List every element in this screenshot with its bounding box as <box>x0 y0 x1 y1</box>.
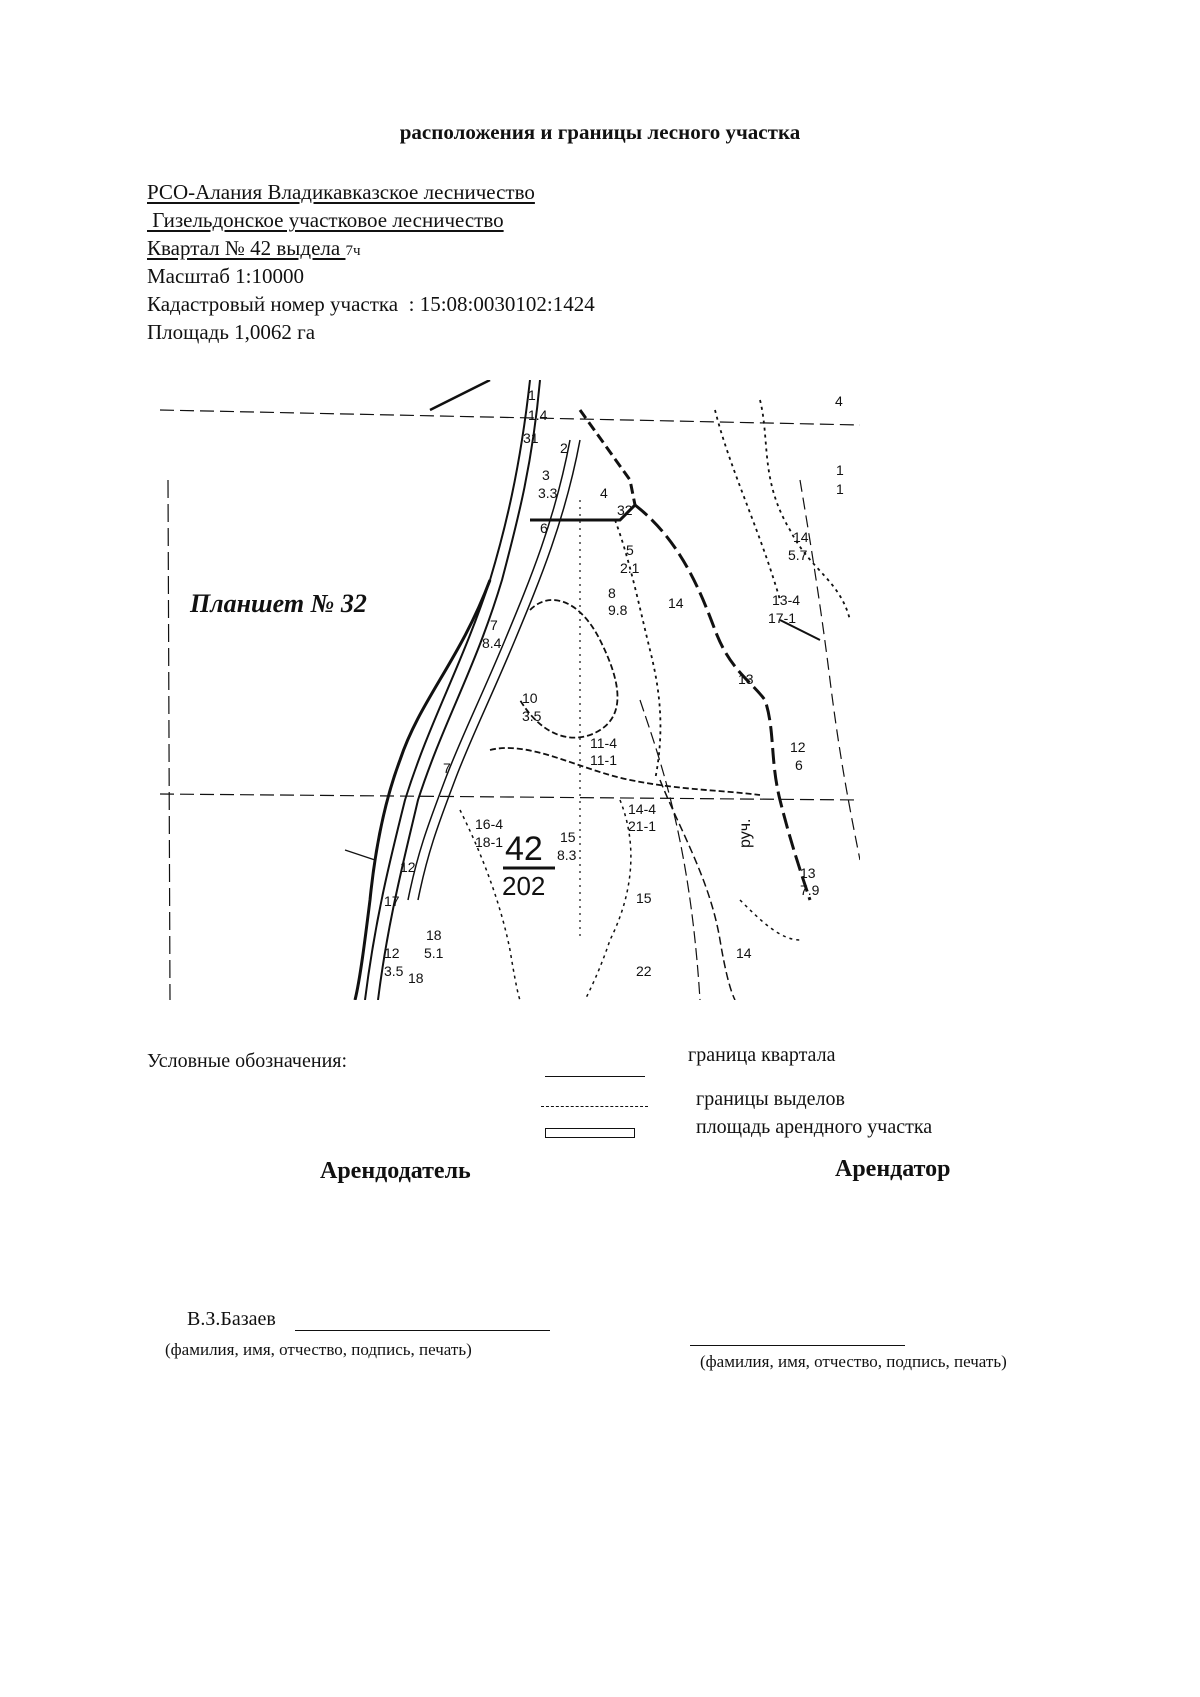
vydel-boundary-12 <box>800 480 860 860</box>
map-label: 1 <box>528 387 536 403</box>
map-label: 1 <box>836 481 844 497</box>
quarter-area: 202 <box>502 871 546 901</box>
document-title: расположения и границы лесного участка <box>399 120 801 144</box>
map-label: 5.7 <box>788 547 808 563</box>
map-label: 31 <box>523 430 539 446</box>
map-label: 12 <box>790 739 806 755</box>
map-label: 17 <box>384 893 400 909</box>
legend-heading: Условные обозначения: <box>147 1050 348 1072</box>
map-label: 7.9 <box>800 882 820 898</box>
map-label: 21-1 <box>628 818 657 834</box>
legend-item-rental-area: площадь арендного участка <box>696 1116 933 1138</box>
legend-item-vydel-boundaries: границы выделов <box>696 1088 845 1110</box>
map-label: 3.3 <box>538 485 558 501</box>
map-label: 3.5 <box>384 963 404 979</box>
map-label: 12 <box>384 945 400 961</box>
lessor-name: В.З.Базаев <box>187 1308 276 1330</box>
vydel-boundary-8 <box>585 800 631 1000</box>
cadastral-line: Кадастровый номер участка : 15:08:0030102:1424 <box>147 292 595 316</box>
quarter-number: 42 <box>505 830 543 868</box>
map-label: 11-1 <box>590 752 617 768</box>
map-label: 13-4 <box>772 592 801 608</box>
map-label: 14 <box>736 945 752 961</box>
vydel-boundary-5 <box>490 748 760 795</box>
legend-solid-line <box>545 1076 645 1077</box>
map-label: 32 <box>617 502 633 518</box>
lessor-title: Арендодатель <box>320 1158 471 1184</box>
map-label: 3 <box>542 467 550 483</box>
map-label: 22 <box>636 963 652 979</box>
quarter-text: Квартал № 42 выдела <box>147 236 346 260</box>
legend-item-quarter-boundary: граница квартала <box>688 1044 836 1066</box>
vydel-boundary-3 <box>760 400 850 620</box>
lessor-signature-line <box>295 1330 550 1331</box>
map-label: 18 <box>426 927 442 943</box>
vydel-suffix: 7ч <box>345 243 361 259</box>
lessee-title: Арендатор <box>835 1156 951 1182</box>
district-forestry-line: Гизельдонское участковое лесничество <box>147 208 504 232</box>
map-label: 6 <box>540 520 548 536</box>
map-label: 14-4 <box>628 801 657 817</box>
map-label: 18 <box>408 970 424 986</box>
map-label: 18-1 <box>475 834 504 850</box>
map-label: 5.1 <box>424 945 444 961</box>
map-label: 12 <box>400 859 416 875</box>
lessee-signature-line <box>690 1345 905 1346</box>
map-label: 8.4 <box>482 635 502 651</box>
map-label: 3.5 <box>522 708 542 724</box>
map-label: 10 <box>522 690 538 706</box>
map-label: 15 <box>636 890 652 906</box>
stream-label: руч. <box>737 818 754 848</box>
lessor-caption: (фамилия, имя, отчество, подпись, печать) <box>165 1340 472 1359</box>
map-label: 11-4 <box>590 735 617 751</box>
map-label: 4 <box>835 393 843 409</box>
scale-line: Масштаб 1:10000 <box>147 264 305 288</box>
map-label: 17-1 <box>768 610 797 626</box>
map-label: 9.8 <box>608 602 628 618</box>
legend-dashed-line <box>541 1106 648 1107</box>
map-label: 2.1 <box>620 560 640 576</box>
map-label: 13 <box>800 865 816 881</box>
map-label: 13 <box>738 671 754 687</box>
lessee-caption: (фамилия, имя, отчество, подпись, печать) <box>700 1352 1007 1371</box>
map-label: 14 <box>793 529 809 545</box>
legend-rental-box <box>545 1128 635 1138</box>
side-line <box>345 850 375 860</box>
map-label: 7 <box>490 617 498 633</box>
map-label: 4 <box>600 485 608 501</box>
map-label: 1 <box>836 462 844 478</box>
map-label: 14 <box>668 595 684 611</box>
map-label: 6 <box>795 757 803 773</box>
quarter-boundary-top <box>430 380 490 410</box>
grid-line-top <box>160 410 860 425</box>
map-label: 7 <box>443 760 451 776</box>
vydel-boundary-11 <box>740 900 800 940</box>
map-label: 8 <box>608 585 616 601</box>
map-label: 16-4 <box>475 816 504 832</box>
area-line: Площадь 1,0062 га <box>147 320 316 344</box>
forest-map <box>160 380 860 1000</box>
grid-line-left <box>168 480 170 1000</box>
stream-boundary <box>635 505 810 900</box>
map-label: 8.3 <box>557 847 577 863</box>
map-label: 1.4 <box>528 407 548 423</box>
forestry-line: РСО-Алания Владикавказское лесничество <box>147 180 535 204</box>
vydel-boundary-2 <box>715 410 780 600</box>
map-label: 5 <box>626 542 634 558</box>
planshet-label: Планшет № 32 <box>190 589 367 618</box>
map-label: 15 <box>560 829 576 845</box>
map-label: 2 <box>560 440 568 456</box>
quarter-line <box>147 234 361 265</box>
